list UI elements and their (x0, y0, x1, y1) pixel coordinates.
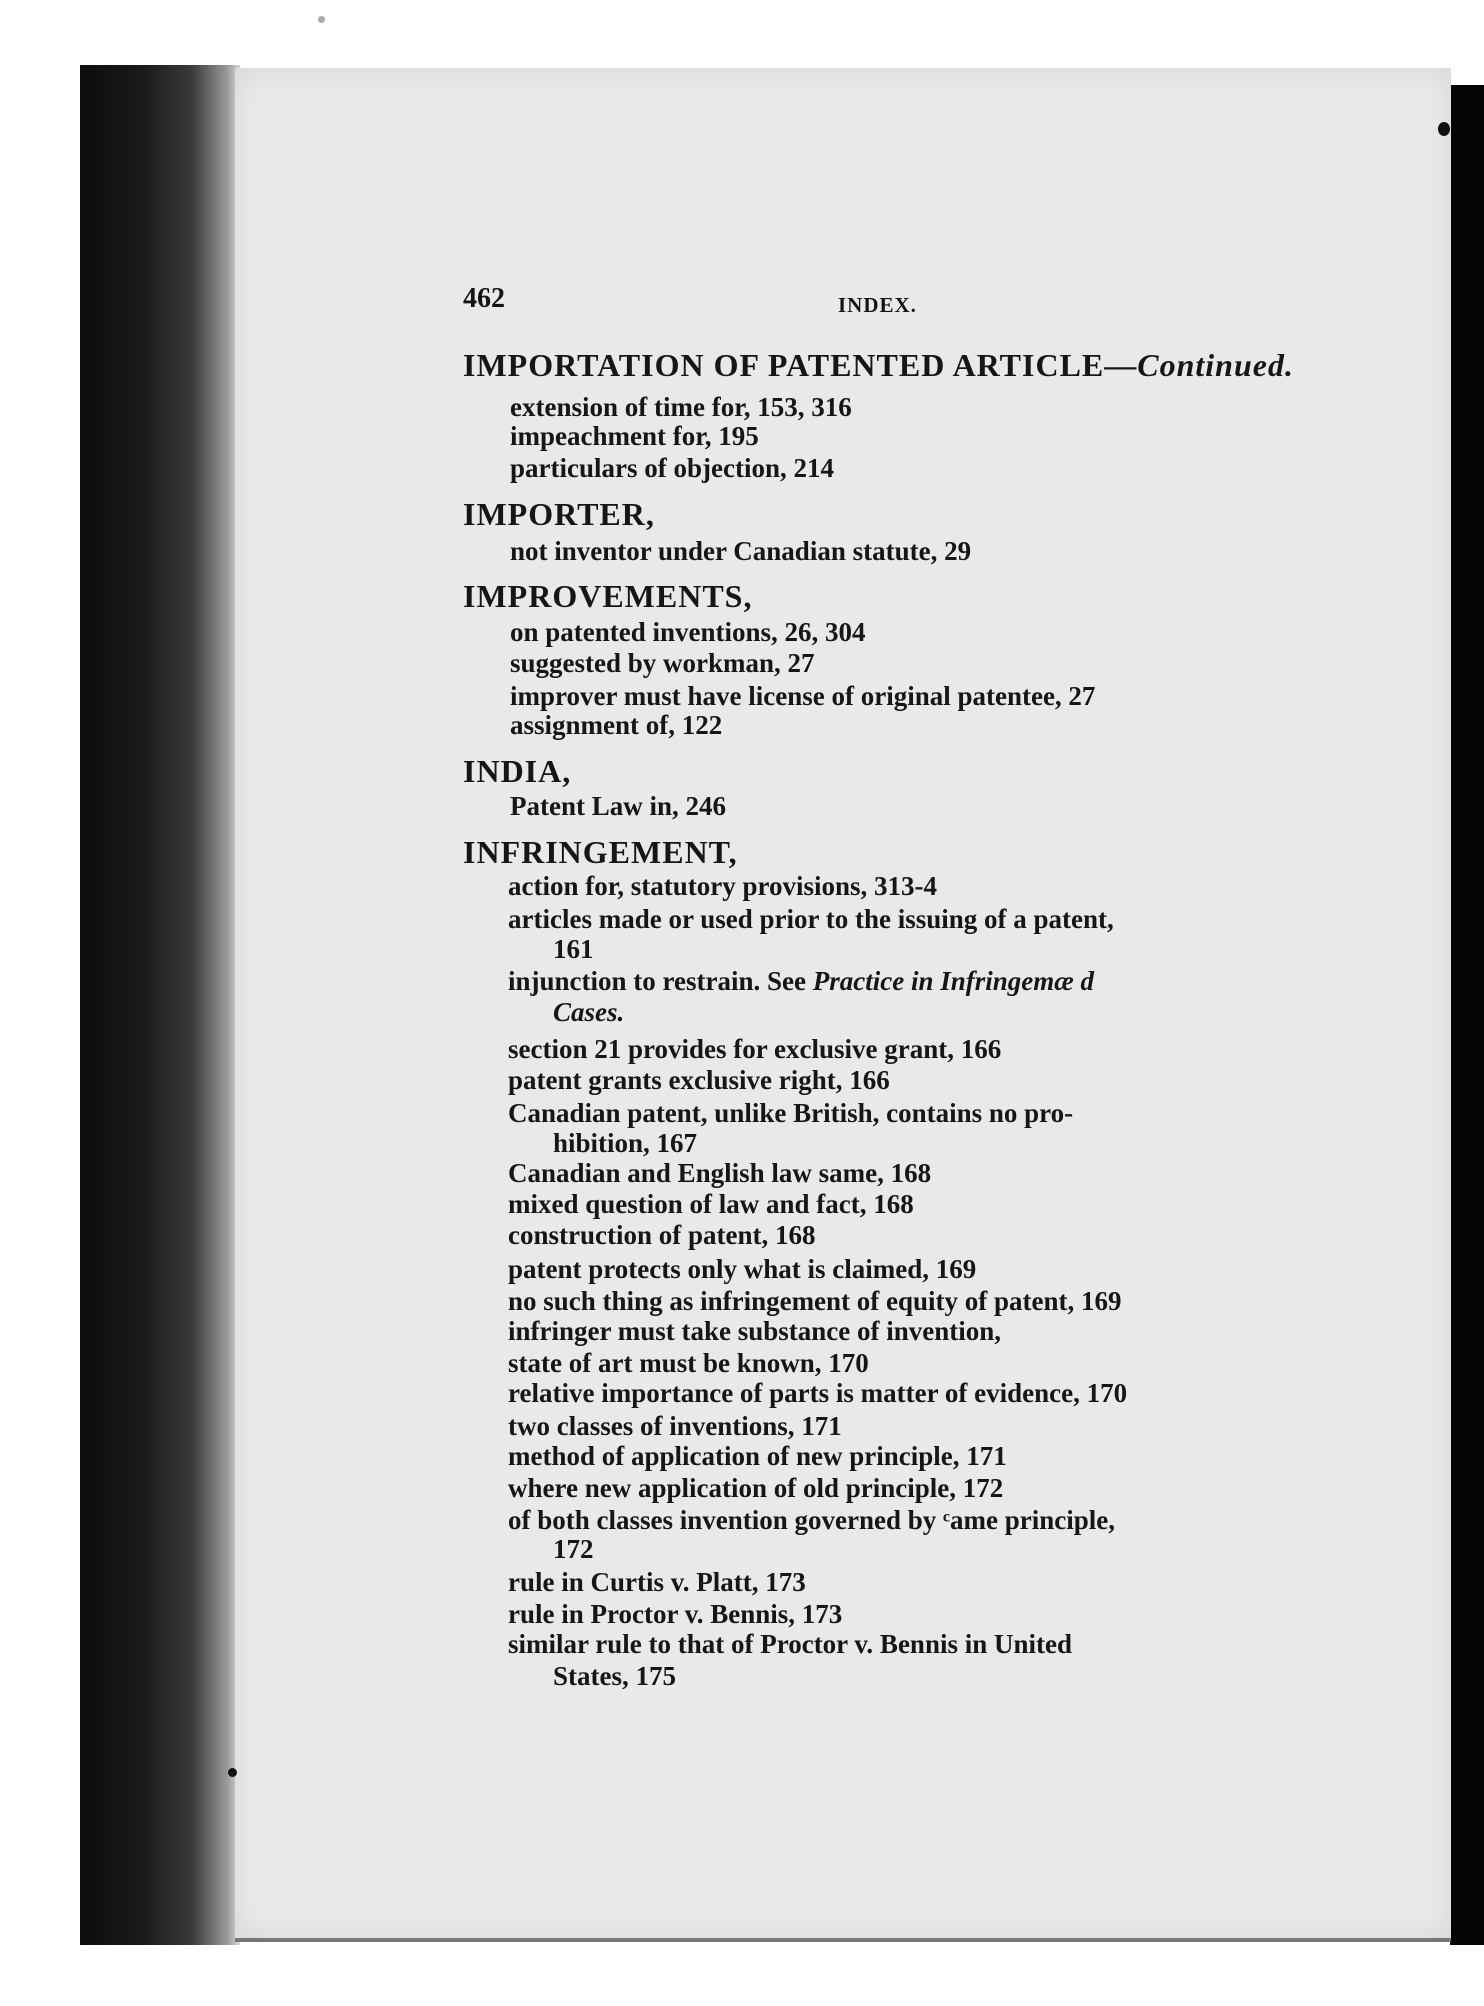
heading-text: IMPORTATION OF PATENTED ARTICLE— (463, 347, 1138, 383)
index-heading: IMPROVEMENTS, (463, 578, 753, 614)
index-entry: no such thing as infringement of equity of patent, 169 (508, 1286, 1122, 1316)
index-entry: method of application of new principle, 171 (508, 1441, 1007, 1471)
index-entry: patent protects only what is claimed, 169 (508, 1254, 977, 1284)
index-heading: IMPORTER, (463, 496, 655, 532)
running-title: INDEX. (838, 293, 917, 317)
index-entry: assignment of, 122 (510, 710, 723, 740)
index-entry: section 21 provides for exclusive grant, 166 (508, 1034, 1002, 1064)
index-entry: not inventor under Canadian statute, 29 (510, 536, 972, 566)
index-entry-continuation: hibition, 167 (553, 1128, 698, 1158)
index-entry-injunction (508, 965, 1094, 997)
index-entry-continuation (553, 996, 624, 1028)
index-entry: on patented inventions, 26, 304 (510, 617, 866, 647)
index-entry: rule in Curtis v. Platt, 173 (508, 1567, 806, 1597)
index-entry-continuation: 172 (553, 1534, 594, 1564)
index-heading: INFRINGEMENT, (463, 834, 738, 870)
cross-reference: Practice in Infringemæ d (812, 966, 1094, 996)
index-entry: two classes of inventions, 171 (508, 1411, 842, 1441)
index-entry: relative importance of parts is matter of evidence, 170 (508, 1378, 1128, 1408)
index-entry: particulars of objection, 214 (510, 453, 834, 483)
entry-text: injunction to restrain. See (508, 966, 813, 996)
index-entry: articles made or used prior to the issuing of a patent, (508, 904, 1114, 934)
cross-reference-cont: Cases. (553, 997, 625, 1027)
index-entry: patent grants exclusive right, 166 (508, 1065, 890, 1095)
index-entry: Canadian patent, unlike British, contains no pro- (508, 1098, 1074, 1128)
index-heading: INDIA, (463, 753, 572, 789)
index-entry-continuation: States, 175 (553, 1661, 676, 1691)
index-entry: where new application of old principle, 172 (508, 1473, 1004, 1503)
index-entry: impeachment for, 195 (510, 421, 759, 451)
index-heading-importation (463, 349, 1294, 381)
index-entry: construction of patent, 168 (508, 1220, 816, 1250)
index-entry: extension of time for, 153, 316 (510, 392, 852, 422)
index-entry: action for, statutory provisions, 313-4 (508, 871, 938, 901)
index-entry: state of art must be known, 170 (508, 1348, 869, 1378)
index-entry: suggested by workman, 27 (510, 648, 815, 678)
index-entry: improver must have license of original patentee, 27 (510, 681, 1096, 711)
index-entry: mixed question of law and fact, 168 (508, 1189, 914, 1219)
index-entry: Canadian and English law same, 168 (508, 1158, 932, 1188)
index-entry: similar rule to that of Proctor v. Bennis in United (508, 1629, 1072, 1659)
index-entry-continuation: 161 (553, 934, 594, 964)
index-entry: of both classes invention governed by ᶜame principle, (508, 1505, 1116, 1535)
continued-label: Continued. (1137, 347, 1294, 383)
index-entry: Patent Law in, 246 (510, 791, 726, 821)
index-entry: rule in Proctor v. Bennis, 173 (508, 1599, 843, 1629)
index-entry: infringer must take substance of invention, (508, 1316, 1002, 1346)
page-number: 462 (463, 283, 505, 314)
